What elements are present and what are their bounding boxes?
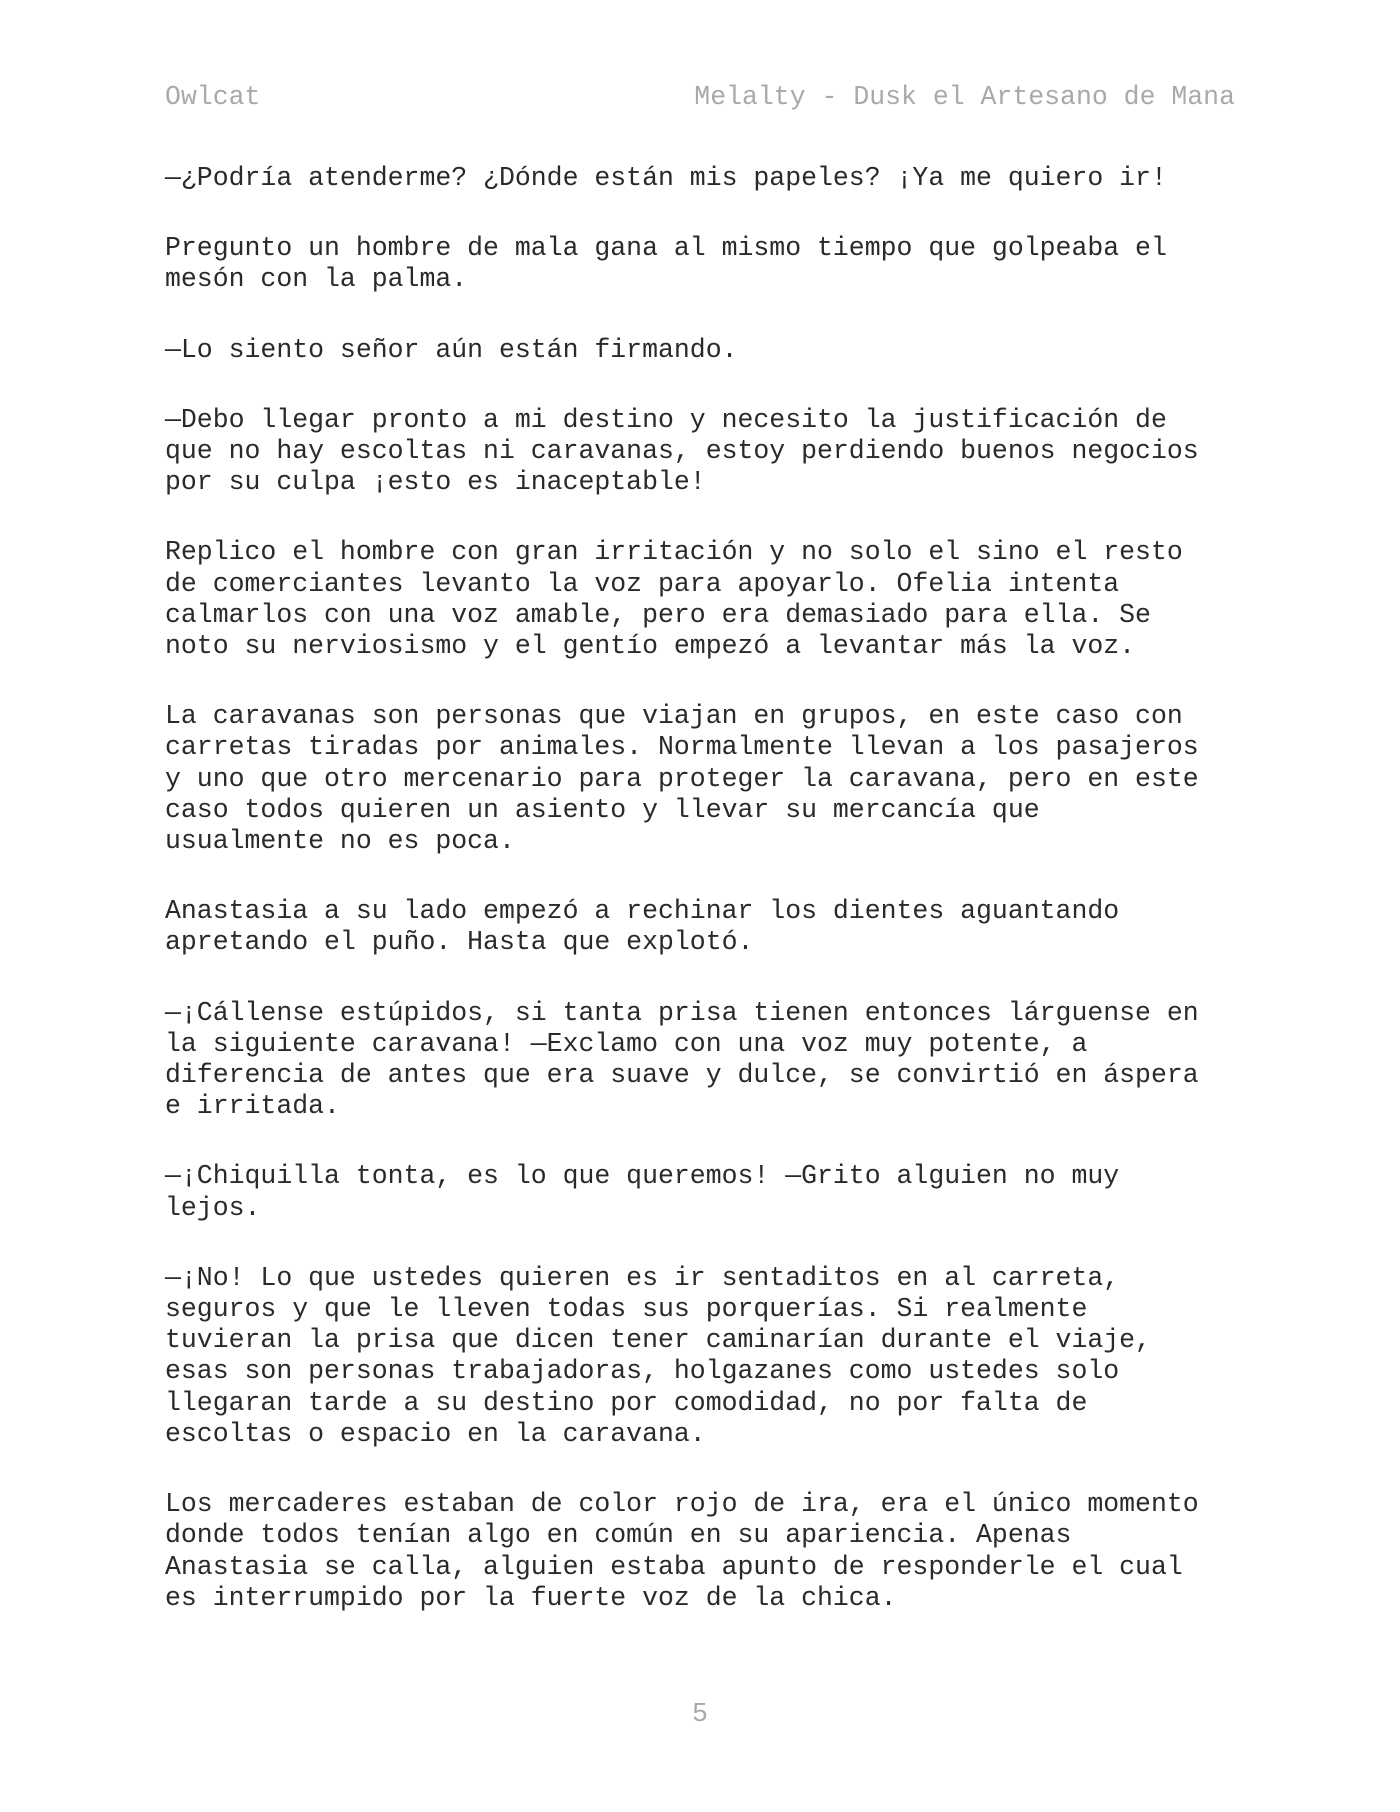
header-author: Owlcat: [165, 82, 261, 112]
header-title: Melalty - Dusk el Artesano de Mana: [694, 82, 1235, 112]
text-line: usualmente no es poca.: [165, 826, 515, 857]
text-line: diferencia de antes que era suave y dulce, se convirtió en áspera: [165, 1060, 1199, 1091]
text-line: —¡Cállense estúpidos, si tanta prisa tienen entonces lárguense en: [165, 997, 1199, 1028]
text-line: carretas tiradas por animales. Normalmente llevan a los pasajeros: [165, 732, 1199, 763]
page-header: [165, 80, 1235, 114]
text-line: llegaran tarde a su destino por comodidad, no por falta de: [165, 1387, 1088, 1418]
paragraph: [165, 1489, 1255, 1614]
text-line: —¡No! Lo que ustedes quieren es ir sentaditos en al carreta,: [165, 1262, 1120, 1293]
paragraph: [165, 1161, 1255, 1223]
text-line: —¿Podría atenderme? ¿Dónde están mis papeles? ¡Ya me quiero ir!: [165, 163, 1167, 193]
text-line: es interrumpido por la fuerte voz de la chica.: [165, 1582, 897, 1613]
text-line: esas son personas trabajadoras, holgazanes como ustedes solo: [165, 1356, 1120, 1387]
text-line: por su culpa ¡esto es inaceptable!: [165, 467, 706, 498]
page-number: 5: [692, 1699, 708, 1729]
paragraph: [165, 537, 1255, 662]
text-line: apretando el puño. Hasta que explotó.: [165, 927, 754, 958]
text-line: la siguiente caravana! —Exclamo con una voz muy potente, a: [165, 1028, 1088, 1059]
paragraph: [165, 163, 1255, 194]
text-line: —Debo llegar pronto a mi destino y necesito la justificación de: [165, 404, 1167, 435]
text-line: Los mercaderes estaban de color rojo de ira, era el único momento: [165, 1489, 1199, 1520]
text-line: Replico el hombre con gran irritación y no solo el sino el resto: [165, 537, 1183, 568]
text-line: Anastasia a su lado empezó a rechinar los dientes aguantando: [165, 896, 1120, 927]
text-line: e irritada.: [165, 1091, 340, 1122]
text-line: —¡Chiquilla tonta, es lo que queremos! —Grito alguien no muy: [165, 1161, 1120, 1192]
paragraph: [165, 998, 1255, 1123]
paragraph: [165, 896, 1255, 958]
paragraph: [165, 701, 1255, 857]
text-line: La caravanas son personas que viajan en grupos, en este caso con: [165, 701, 1183, 732]
text-line: Pregunto un hombre de mala gana al mismo tiempo que golpeaba el: [165, 233, 1167, 264]
text-line: noto su nerviosismo y el gentío empezó a levantar más la voz.: [165, 631, 1136, 662]
paragraph: [165, 233, 1255, 295]
paragraph: [165, 1263, 1255, 1450]
text-line: escoltas o espacio en la caravana.: [165, 1418, 706, 1449]
text-line: y uno que otro mercenario para proteger la caravana, pero en este: [165, 763, 1199, 794]
text-line: caso todos quieren un asiento y llevar su mercancía que: [165, 794, 1040, 825]
text-line: lejos.: [165, 1192, 261, 1223]
paragraph: [165, 335, 1255, 366]
text-line: Anastasia se calla, alguien estaba apunto de responderle el cual: [165, 1551, 1183, 1582]
document-body: [165, 163, 1255, 1653]
text-line: que no hay escoltas ni caravanas, estoy perdiendo buenos negocios: [165, 436, 1199, 467]
text-line: —Lo siento señor aún están firmando.: [165, 334, 738, 365]
text-line: donde todos tenían algo en común en su apariencia. Apenas: [165, 1520, 1072, 1551]
text-line: mesón con la palma.: [165, 264, 468, 295]
text-line: de comerciantes levanto la voz para apoyarlo. Ofelia intenta: [165, 568, 1120, 599]
text-line: tuvieran la prisa que dicen tener caminarían durante el viaje,: [165, 1325, 1151, 1356]
text-line: calmarlos con una voz amable, pero era demasiado para ella. Se: [165, 599, 1151, 630]
paragraph: [165, 405, 1255, 499]
text-line: seguros y que le lleven todas sus porquerías. Si realmente: [165, 1294, 1088, 1325]
